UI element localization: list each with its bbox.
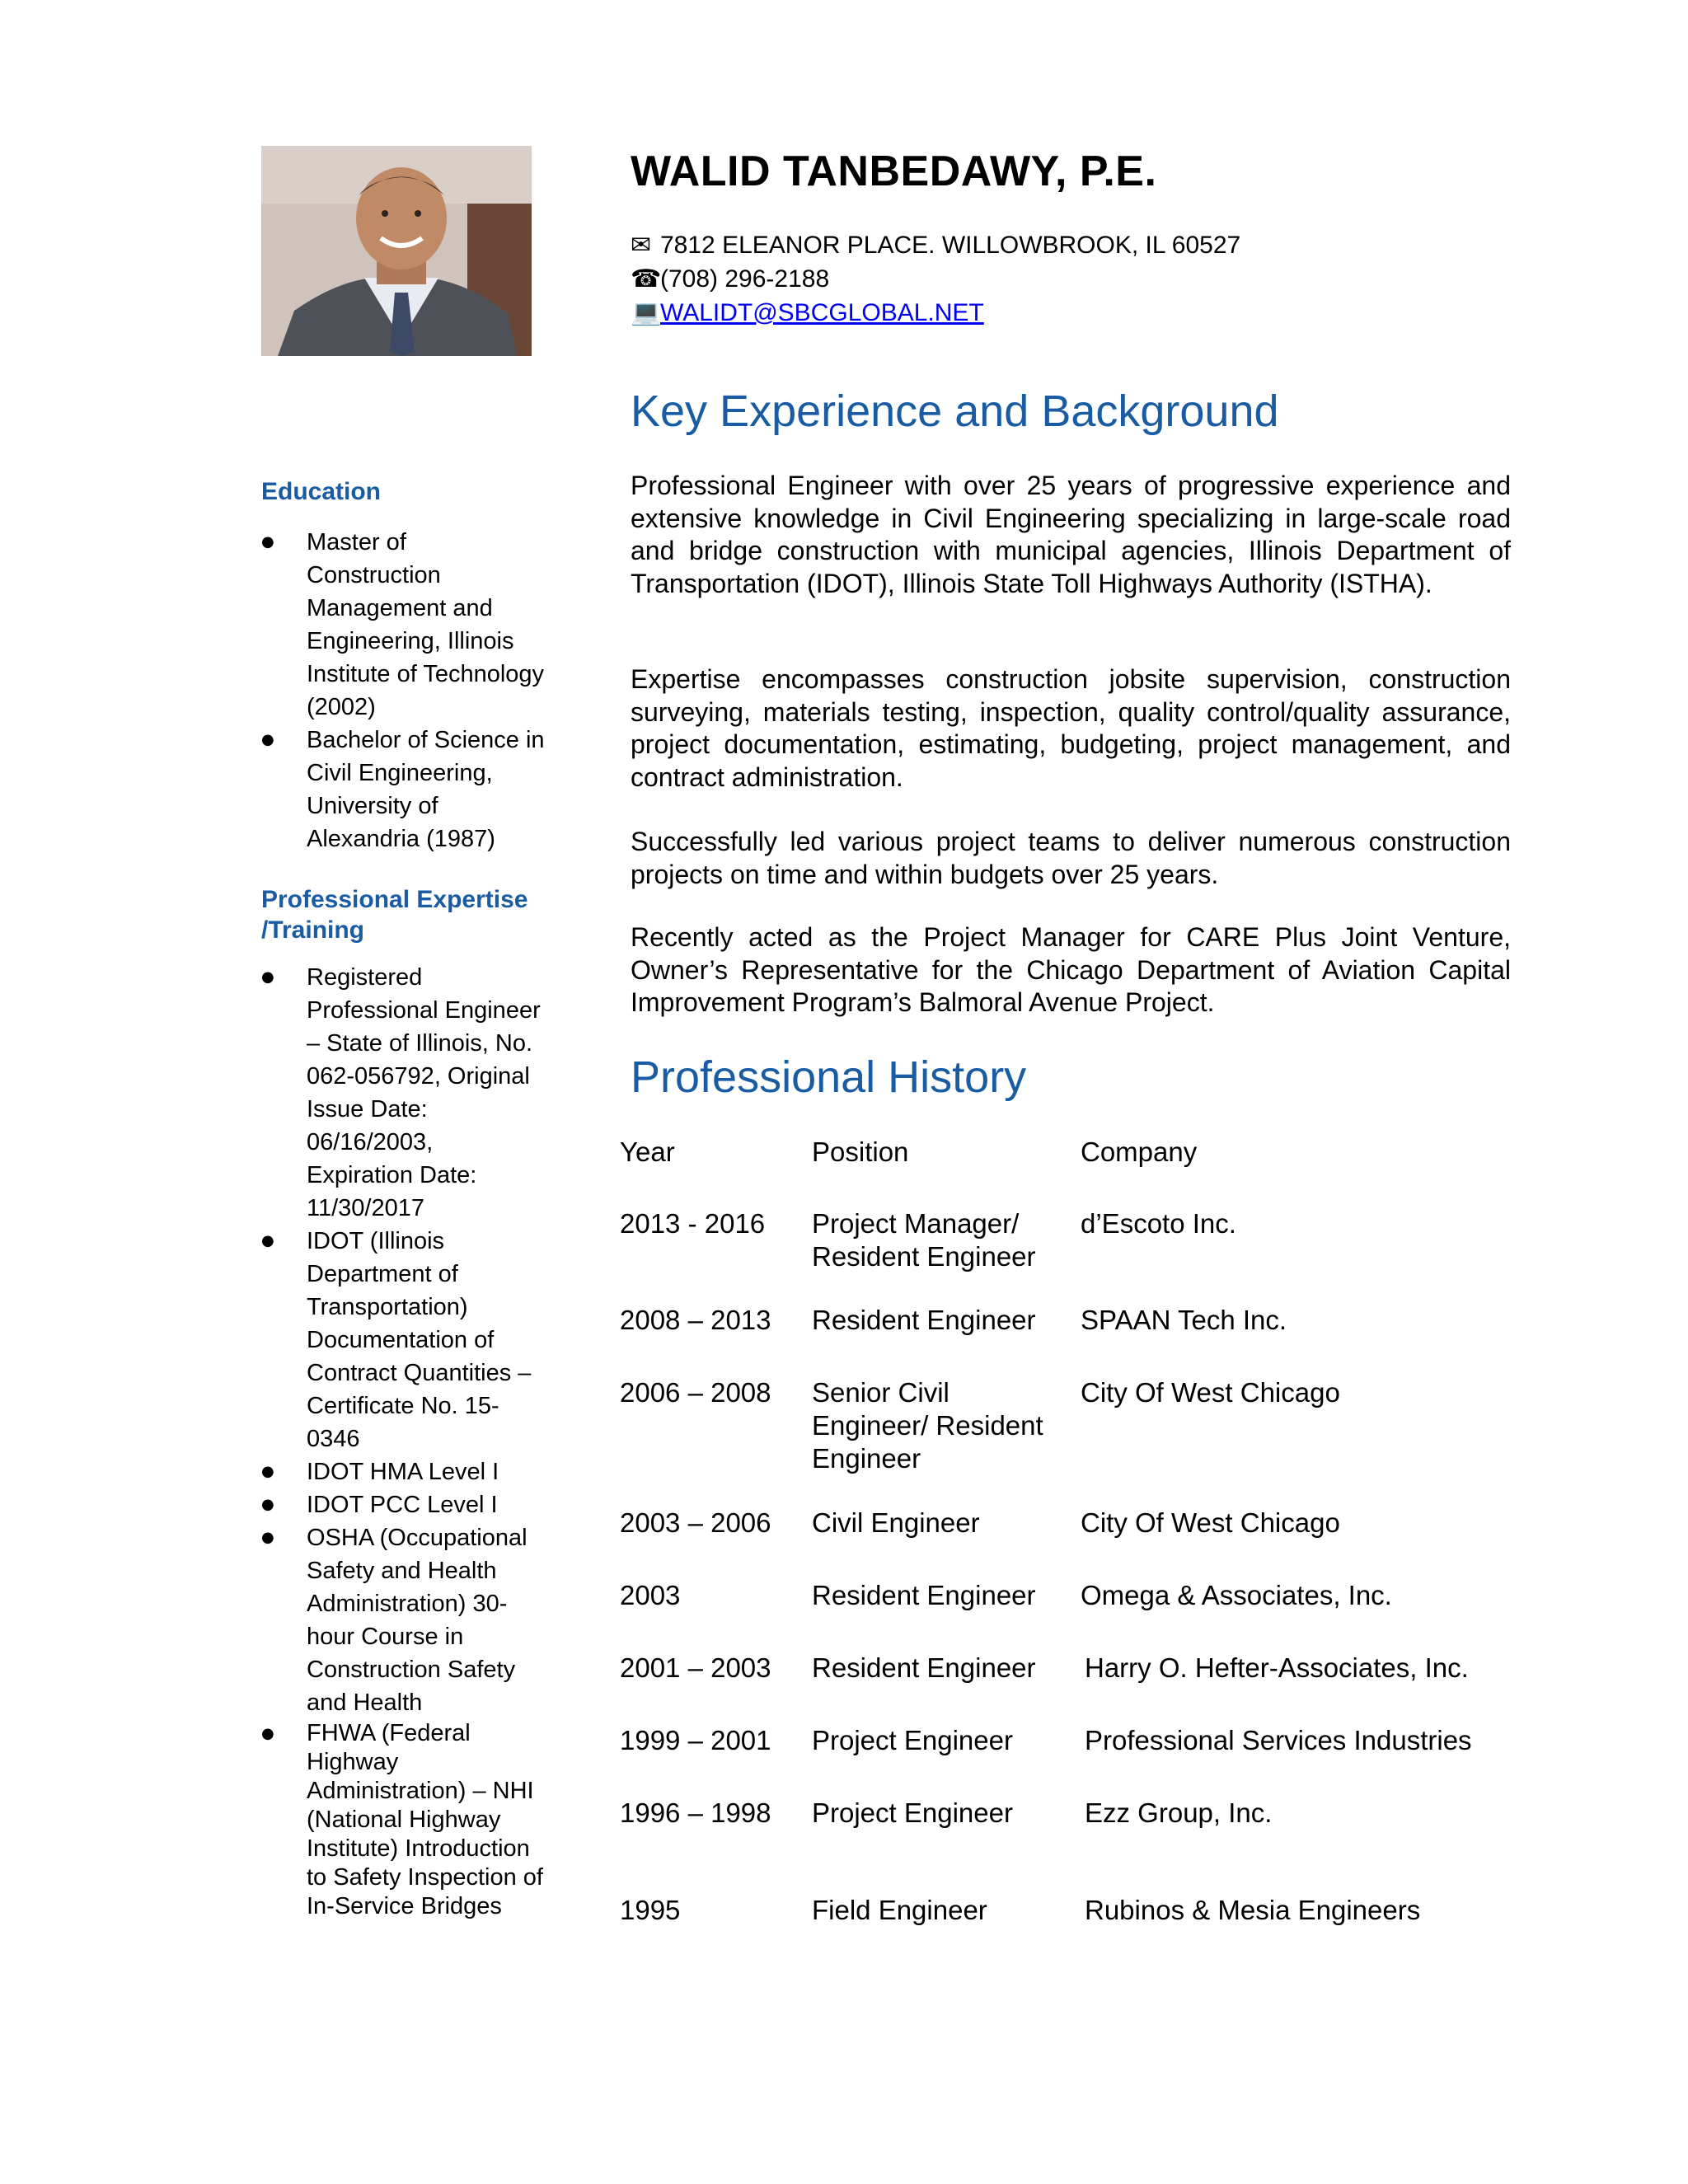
expertise-heading: Professional Expertise /Training	[261, 886, 528, 944]
history-company: Professional Services Industries	[1085, 1725, 1472, 1755]
experience-paragraph: Expertise encompasses construction jobsite supervision, construction surveying, materials testing, inspection, quality control/quality assurance, project documentation, estimating, budgeting, project management, and contract administration.	[631, 664, 1511, 792]
expertise-item: ● FHWA (Federal Highway Administration) – NHI (National Highway Institute) Introduction to Safety Inspection of In-Service Bridges	[261, 1719, 546, 1921]
experience-paragraph: Successfully led various project teams to deliver numerous construction projects on time and within budgets over 25 years.	[631, 827, 1511, 889]
expertise-item: ● IDOT HMA Level I	[261, 1455, 546, 1488]
history-year: 2008 – 2013	[620, 1305, 771, 1335]
history-position: Project Engineer	[812, 1725, 1013, 1755]
history-position: Field Engineer	[812, 1895, 987, 1925]
professional-history-title: Professional History	[631, 1052, 1027, 1102]
education-item: ● Master of Construction Management and Engineering, Illinois Institute of Technology (2002)	[261, 526, 546, 724]
experience-paragraph: Recently acted as the Project Manager for CARE Plus Joint Venture, Owner’s Representative for the Chicago Department of Aviation Capital Improvement Program’s Balmoral Avenue Project.	[631, 922, 1511, 1017]
profile-photo	[261, 146, 532, 356]
history-position: Civil Engineer	[812, 1507, 980, 1538]
history-header-year: Year	[620, 1137, 675, 1167]
history-year: 2006 – 2008	[620, 1377, 771, 1408]
history-position: Resident Engineer	[812, 1305, 1036, 1335]
history-company: Omega & Associates, Inc.	[1081, 1580, 1392, 1610]
history-company: City Of West Chicago	[1081, 1377, 1340, 1408]
history-position: Project Manager/ Resident Engineer	[812, 1208, 1036, 1272]
history-position: Senior Civil Engineer/ Resident Engineer	[812, 1377, 1043, 1474]
laptop-icon: 💻	[631, 298, 662, 327]
expertise-item: ● IDOT PCC Level I	[261, 1488, 546, 1521]
expertise-item: ● OSHA (Occupational Safety and Health Administration) 30-hour Course in Construction Safety and Health	[261, 1521, 546, 1719]
expertise-item: ● Registered Professional Engineer – State of Illinois, No. 062-056792, Original Issue Date: 06/16/2003, Expiration Date: 11/30/2017	[261, 961, 546, 1225]
education-item: ● Bachelor of Science in Civil Engineering, University of Alexandria (1987)	[261, 724, 546, 855]
history-company: City Of West Chicago	[1081, 1507, 1340, 1538]
history-year: 2001 – 2003	[620, 1652, 771, 1683]
telephone-icon: ☎	[631, 265, 662, 293]
address-text: 7812 ELEANOR PLACE. WILLOWBROOK, IL 60527	[660, 232, 1241, 259]
history-position: Project Engineer	[812, 1797, 1013, 1828]
history-header-company: Company	[1081, 1137, 1198, 1167]
expertise-item: ● IDOT (Illinois Department of Transportation) Documentation of Contract Quantities – Certificate No. 15-0346	[261, 1225, 546, 1455]
history-year: 2013 - 2016	[620, 1208, 766, 1239]
education-heading: Education	[261, 478, 382, 505]
phone-text: (708) 296-2188	[660, 265, 830, 293]
history-year: 1999 – 2001	[620, 1725, 771, 1755]
history-year: 2003	[620, 1580, 681, 1610]
email-line	[631, 298, 984, 327]
history-company: Ezz Group, Inc.	[1085, 1797, 1273, 1828]
history-year: 2003 – 2006	[620, 1507, 771, 1538]
history-position: Resident Engineer	[812, 1652, 1036, 1683]
phone-line	[631, 265, 829, 293]
candidate-name: WALID TANBEDAWY, P.E.	[631, 148, 1157, 195]
history-year: 1995	[620, 1895, 681, 1925]
envelope-icon: ✉	[631, 231, 652, 260]
key-experience-title: Key Experience and Background	[631, 387, 1279, 436]
history-company: Harry O. Hefter-Associates, Inc.	[1085, 1652, 1469, 1683]
history-header-position: Position	[812, 1137, 909, 1167]
experience-paragraph: Professional Engineer with over 25 years of progressive experience and extensive knowledge in Civil Engineering specializing in large-scale road and bridge construction with municipal agencies, Illinois Department of Transportation (IDOT), Illinois State Toll Highways Authority (ISTHA).	[631, 471, 1511, 598]
history-company: SPAAN Tech Inc.	[1081, 1305, 1287, 1335]
history-year: 1996 – 1998	[620, 1797, 771, 1828]
history-position: Resident Engineer	[812, 1580, 1036, 1610]
address-line	[631, 231, 1240, 260]
expertise-list	[261, 961, 546, 1921]
history-company: Rubinos & Mesia Engineers	[1085, 1895, 1421, 1925]
history-company: d’Escoto Inc.	[1081, 1208, 1236, 1239]
email-link[interactable]: WALIDT@SBCGLOBAL.NET	[660, 299, 984, 326]
education-list	[261, 526, 546, 855]
